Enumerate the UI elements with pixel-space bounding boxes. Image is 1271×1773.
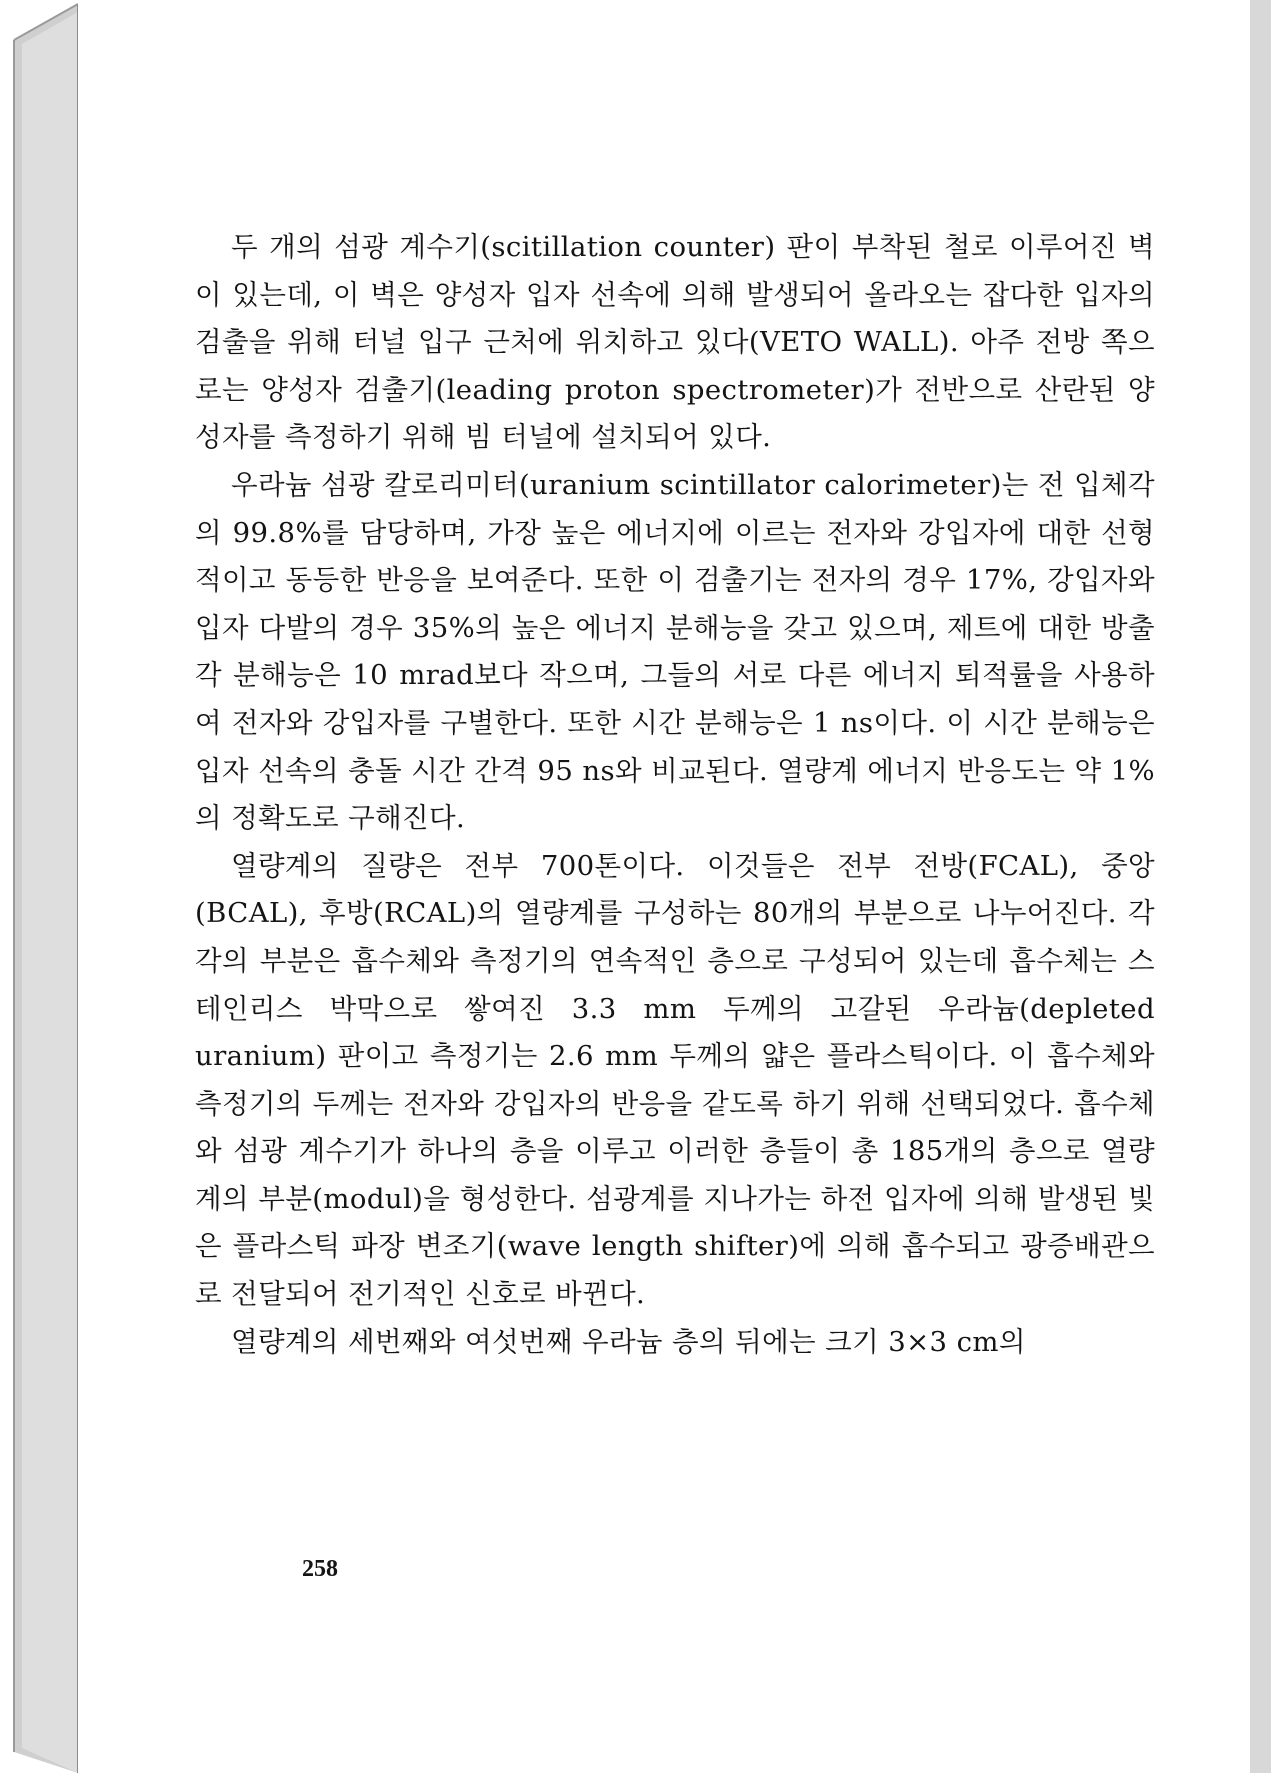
paragraph-3: 열량계의 질량은 전부 700톤이다. 이것들은 전부 전방(FCAL), 중앙(BCAL), 후방(RCAL)의 열량계를 구성하는 80개의 부분으로 나누어진다. 각각의 부분은 흡수체와 측정기의 연속적인 층으로 구성되어 있는데 흡수체는 스테인리스 박막으로 쌓여진 3.3 mm 두께의 고갈된 우라늄(depleted uranium) 판이고 측정기는 2.6 mm 두께의 얇은 플라스틱이다. 이 흡수체와 측정기의 두께는 전자와 강입자의 반응을 같도록 하기 위해 선택되었다. 흡수체와 섬광 계수기가 하나의 층을 이루고 이러한 층들이 총 185개의 층으로 열량계의 부분(modul)을 형성한다. 섬광계를 지나가는 하전 입자에 의해 발생된 빛은 플라스틱 파장 변조기(wave length shifter)에 의해 흡수되고 광증배관으로 전달되어 전기적인 신호로 바뀐다. [195,849,1155,1311]
page-number: 258 [302,1556,338,1582]
paragraph-2: 우라늄 섬광 칼로리미터(uranium scintillator calorimeter)는 전 입체각의 99.8%를 담당하며, 가장 높은 에너지에 이르는 전자와 강입자에 대한 선형적이고 동등한 반응을 보여준다. 또한 이 검출기는 전자의 경우 17%, 강입자와 입자 다발의 경우 35%의 높은 에너지 분해능을 갖고 있으며, 제트에 대한 방출각 분해능은 10 mrad보다 작으며, 그들의 서로 다른 에너지 퇴적률을 사용하여 전자와 강입자를 구별한다. 또한 시간 분해능은 1 ns이다. 이 시간 분해능은 입자 선속의 충돌 시간 간격 95 ns와 비교된다. 열량계 에너지 반응도는 약 1%의 정확도로 구해진다. [195,468,1155,835]
page-body [195,224,1155,1366]
paragraph-1: 두 개의 섬광 계수기(scitillation counter) 판이 부착된 철로 이루어진 벽이 있는데, 이 벽은 양성자 입자 선속에 의해 발생되어 올라오는 잡다한 입자의 검출을 위해 터널 입구 근처에 위치하고 있다(VETO WALL). 아주 전방 쪽으로는 양성자 검출기(leading proton spectrometer)가 전반으로 산란된 양성자를 측정하기 위해 빔 터널에 설치되어 있다. [195,231,1155,454]
paragraph-4: 열량계의 세번째와 여섯번째 우라늄 층의 뒤에는 크기 3×3 cm의 [231,1325,1026,1358]
